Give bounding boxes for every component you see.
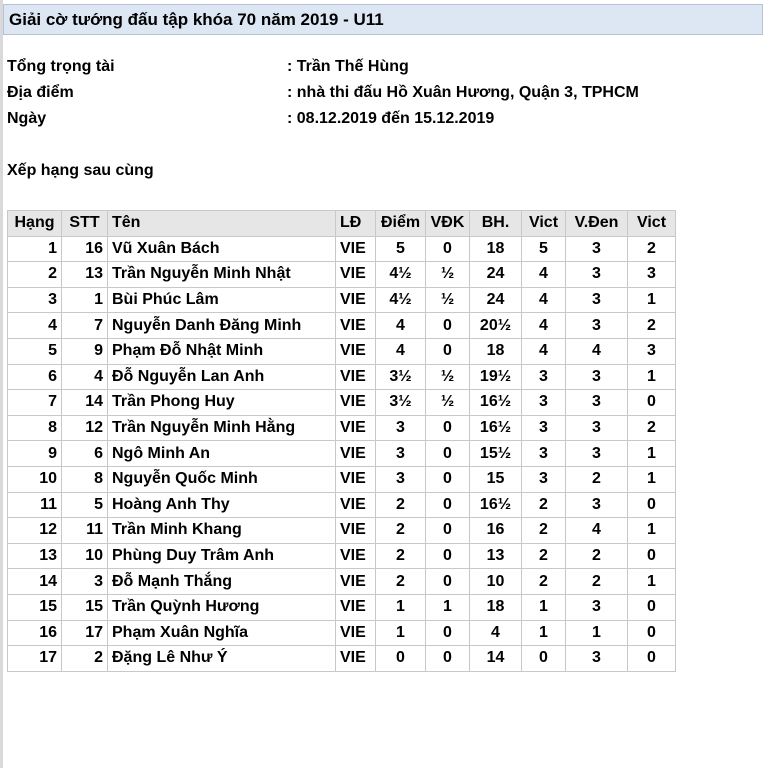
cell-stt: 15 — [62, 594, 108, 620]
cell-black: 2 — [566, 569, 628, 595]
cell-rank: 5 — [8, 338, 62, 364]
cell-black: 3 — [566, 415, 628, 441]
table-row — [8, 594, 676, 620]
table-row — [8, 646, 676, 672]
header-vdk: VĐK — [426, 211, 470, 237]
cell-bh: 24 — [470, 287, 522, 313]
cell-stt: 12 — [62, 415, 108, 441]
cell-stt: 14 — [62, 390, 108, 416]
cell-bh: 20½ — [470, 313, 522, 339]
cell-wins-2: 0 — [628, 594, 676, 620]
cell-black: 3 — [566, 313, 628, 339]
cell-stt: 9 — [62, 338, 108, 364]
cell-wins-2: 1 — [628, 466, 676, 492]
cell-black: 2 — [566, 543, 628, 569]
cell-black: 2 — [566, 466, 628, 492]
cell-name: Trần Quỳnh Hương — [108, 594, 336, 620]
cell-wins-2: 2 — [628, 313, 676, 339]
cell-wins: 3 — [522, 466, 566, 492]
cell-federation: VIE — [336, 364, 376, 390]
cell-black: 3 — [566, 646, 628, 672]
cell-black: 3 — [566, 594, 628, 620]
cell-bh: 16 — [470, 518, 522, 544]
table-row — [8, 313, 676, 339]
table-row — [8, 492, 676, 518]
cell-bh: 13 — [470, 543, 522, 569]
cell-stt: 7 — [62, 313, 108, 339]
cell-bh: 18 — [470, 594, 522, 620]
cell-rank: 4 — [8, 313, 62, 339]
table-row — [8, 287, 676, 313]
table-row — [8, 441, 676, 467]
cell-vdk: 0 — [426, 492, 470, 518]
cell-rank: 11 — [8, 492, 62, 518]
cell-points: 1 — [376, 620, 426, 646]
cell-wins-2: 0 — [628, 620, 676, 646]
cell-points: 2 — [376, 518, 426, 544]
header-federation: LĐ — [336, 211, 376, 237]
cell-rank: 2 — [8, 262, 62, 288]
info-label: Tổng trọng tài — [7, 58, 115, 75]
cell-federation: VIE — [336, 415, 376, 441]
cell-bh: 16½ — [470, 492, 522, 518]
cell-name: Nguyễn Danh Đăng Minh — [108, 313, 336, 339]
cell-wins: 2 — [522, 492, 566, 518]
cell-vdk: ½ — [426, 287, 470, 313]
cell-wins: 2 — [522, 569, 566, 595]
cell-vdk: 0 — [426, 518, 470, 544]
page-title: Giải cờ tướng đấu tập khóa 70 năm 2019 - U11 — [3, 4, 763, 35]
cell-wins-2: 1 — [628, 364, 676, 390]
window-frame — [0, 0, 3, 768]
cell-stt: 11 — [62, 518, 108, 544]
header-black: V.Đen — [566, 211, 628, 237]
cell-wins-2: 3 — [628, 262, 676, 288]
cell-federation: VIE — [336, 543, 376, 569]
cell-wins-2: 0 — [628, 390, 676, 416]
cell-federation: VIE — [336, 338, 376, 364]
cell-vdk: 0 — [426, 338, 470, 364]
cell-rank: 16 — [8, 620, 62, 646]
table-row — [8, 518, 676, 544]
cell-black: 3 — [566, 262, 628, 288]
cell-stt: 5 — [62, 492, 108, 518]
table-row — [8, 569, 676, 595]
cell-rank: 3 — [8, 287, 62, 313]
cell-bh: 24 — [470, 262, 522, 288]
standings-table — [7, 210, 676, 672]
cell-black: 3 — [566, 236, 628, 262]
cell-vdk: 0 — [426, 441, 470, 467]
cell-wins: 4 — [522, 262, 566, 288]
cell-stt: 2 — [62, 646, 108, 672]
cell-rank: 7 — [8, 390, 62, 416]
cell-name: Trần Nguyễn Minh Nhật — [108, 262, 336, 288]
cell-bh: 14 — [470, 646, 522, 672]
cell-vdk: 0 — [426, 236, 470, 262]
cell-stt: 6 — [62, 441, 108, 467]
cell-federation: VIE — [336, 646, 376, 672]
cell-wins: 5 — [522, 236, 566, 262]
info-value: : Trần Thế Hùng — [287, 58, 409, 75]
cell-name: Phạm Xuân Nghĩa — [108, 620, 336, 646]
cell-wins-2: 1 — [628, 569, 676, 595]
cell-name: Nguyễn Quốc Minh — [108, 466, 336, 492]
cell-rank: 14 — [8, 569, 62, 595]
cell-rank: 12 — [8, 518, 62, 544]
cell-wins-2: 0 — [628, 492, 676, 518]
cell-points: 0 — [376, 646, 426, 672]
cell-points: 2 — [376, 569, 426, 595]
cell-wins: 4 — [522, 313, 566, 339]
cell-federation: VIE — [336, 594, 376, 620]
cell-wins: 2 — [522, 518, 566, 544]
header-points: Điểm — [376, 211, 426, 237]
cell-points: 3 — [376, 441, 426, 467]
cell-bh: 16½ — [470, 415, 522, 441]
cell-wins: 3 — [522, 364, 566, 390]
cell-wins-2: 1 — [628, 287, 676, 313]
table-row — [8, 466, 676, 492]
info-label: Địa điểm — [7, 84, 74, 101]
cell-bh: 19½ — [470, 364, 522, 390]
cell-name: Bùi Phúc Lâm — [108, 287, 336, 313]
cell-black: 3 — [566, 441, 628, 467]
cell-wins-2: 0 — [628, 646, 676, 672]
cell-points: 4 — [376, 338, 426, 364]
cell-stt: 13 — [62, 262, 108, 288]
cell-name: Phạm Đỗ Nhật Minh — [108, 338, 336, 364]
cell-wins: 1 — [522, 594, 566, 620]
cell-federation: VIE — [336, 390, 376, 416]
cell-points: 4 — [376, 313, 426, 339]
section-title: Xếp hạng sau cùng — [7, 162, 154, 179]
cell-points: 3½ — [376, 364, 426, 390]
cell-black: 3 — [566, 492, 628, 518]
cell-wins-2: 1 — [628, 441, 676, 467]
cell-vdk: 0 — [426, 620, 470, 646]
cell-bh: 15½ — [470, 441, 522, 467]
cell-federation: VIE — [336, 492, 376, 518]
table-row — [8, 338, 676, 364]
cell-wins: 4 — [522, 287, 566, 313]
cell-name: Phùng Duy Trâm Anh — [108, 543, 336, 569]
cell-stt: 1 — [62, 287, 108, 313]
cell-federation: VIE — [336, 236, 376, 262]
cell-bh: 4 — [470, 620, 522, 646]
cell-wins: 3 — [522, 415, 566, 441]
cell-wins: 1 — [522, 620, 566, 646]
cell-wins-2: 2 — [628, 415, 676, 441]
info-value: : nhà thi đấu Hồ Xuân Hương, Quận 3, TPHCM — [287, 84, 639, 101]
cell-name: Trần Minh Khang — [108, 518, 336, 544]
header-rank: Hạng — [8, 211, 62, 237]
cell-vdk: 0 — [426, 543, 470, 569]
cell-black: 3 — [566, 390, 628, 416]
cell-black: 1 — [566, 620, 628, 646]
header-name: Tên — [108, 211, 336, 237]
cell-black: 4 — [566, 518, 628, 544]
cell-rank: 6 — [8, 364, 62, 390]
cell-wins-2: 2 — [628, 236, 676, 262]
cell-bh: 15 — [470, 466, 522, 492]
table-row — [8, 543, 676, 569]
cell-wins: 4 — [522, 338, 566, 364]
cell-stt: 4 — [62, 364, 108, 390]
cell-vdk: 0 — [426, 646, 470, 672]
cell-stt: 3 — [62, 569, 108, 595]
table-header-row — [8, 211, 676, 237]
cell-points: 2 — [376, 543, 426, 569]
cell-vdk: ½ — [426, 364, 470, 390]
cell-bh: 10 — [470, 569, 522, 595]
cell-wins-2: 1 — [628, 518, 676, 544]
header-stt: STT — [62, 211, 108, 237]
cell-stt: 8 — [62, 466, 108, 492]
cell-name: Đỗ Nguyễn Lan Anh — [108, 364, 336, 390]
table-row — [8, 620, 676, 646]
cell-vdk: 0 — [426, 415, 470, 441]
header-wins: Vict — [522, 211, 566, 237]
table-row — [8, 364, 676, 390]
cell-wins-2: 3 — [628, 338, 676, 364]
cell-rank: 1 — [8, 236, 62, 262]
cell-black: 3 — [566, 287, 628, 313]
cell-vdk: 1 — [426, 594, 470, 620]
cell-bh: 16½ — [470, 390, 522, 416]
table-row — [8, 262, 676, 288]
cell-name: Ngô Minh An — [108, 441, 336, 467]
cell-name: Đặng Lê Như Ý — [108, 646, 336, 672]
table-row — [8, 390, 676, 416]
cell-stt: 10 — [62, 543, 108, 569]
table-row — [8, 415, 676, 441]
cell-federation: VIE — [336, 287, 376, 313]
cell-points: 2 — [376, 492, 426, 518]
cell-points: 3 — [376, 466, 426, 492]
cell-black: 4 — [566, 338, 628, 364]
info-label: Ngày — [7, 110, 47, 127]
table-row — [8, 236, 676, 262]
cell-vdk: 0 — [426, 313, 470, 339]
cell-federation: VIE — [336, 569, 376, 595]
cell-bh: 18 — [470, 236, 522, 262]
cell-name: Trần Phong Huy — [108, 390, 336, 416]
cell-points: 4½ — [376, 262, 426, 288]
cell-black: 3 — [566, 364, 628, 390]
cell-vdk: 0 — [426, 466, 470, 492]
cell-wins: 2 — [522, 543, 566, 569]
cell-wins: 0 — [522, 646, 566, 672]
cell-points: 5 — [376, 236, 426, 262]
cell-rank: 10 — [8, 466, 62, 492]
cell-name: Hoàng Anh Thy — [108, 492, 336, 518]
cell-points: 3 — [376, 415, 426, 441]
cell-vdk: ½ — [426, 262, 470, 288]
cell-stt: 17 — [62, 620, 108, 646]
cell-rank: 9 — [8, 441, 62, 467]
cell-name: Trần Nguyễn Minh Hằng — [108, 415, 336, 441]
cell-rank: 17 — [8, 646, 62, 672]
cell-points: 4½ — [376, 287, 426, 313]
cell-federation: VIE — [336, 313, 376, 339]
cell-bh: 18 — [470, 338, 522, 364]
cell-points: 3½ — [376, 390, 426, 416]
header-wins-2: Vict — [628, 211, 676, 237]
cell-name: Đỗ Mạnh Thắng — [108, 569, 336, 595]
cell-wins: 3 — [522, 441, 566, 467]
cell-wins: 3 — [522, 390, 566, 416]
cell-rank: 8 — [8, 415, 62, 441]
cell-rank: 13 — [8, 543, 62, 569]
cell-wins-2: 0 — [628, 543, 676, 569]
cell-federation: VIE — [336, 262, 376, 288]
cell-stt: 16 — [62, 236, 108, 262]
header-bh: BH. — [470, 211, 522, 237]
cell-federation: VIE — [336, 518, 376, 544]
cell-federation: VIE — [336, 466, 376, 492]
info-value: : 08.12.2019 đến 15.12.2019 — [287, 110, 495, 127]
cell-vdk: 0 — [426, 569, 470, 595]
cell-points: 1 — [376, 594, 426, 620]
cell-name: Vũ Xuân Bách — [108, 236, 336, 262]
cell-federation: VIE — [336, 620, 376, 646]
cell-vdk: ½ — [426, 390, 470, 416]
cell-federation: VIE — [336, 441, 376, 467]
cell-rank: 15 — [8, 594, 62, 620]
